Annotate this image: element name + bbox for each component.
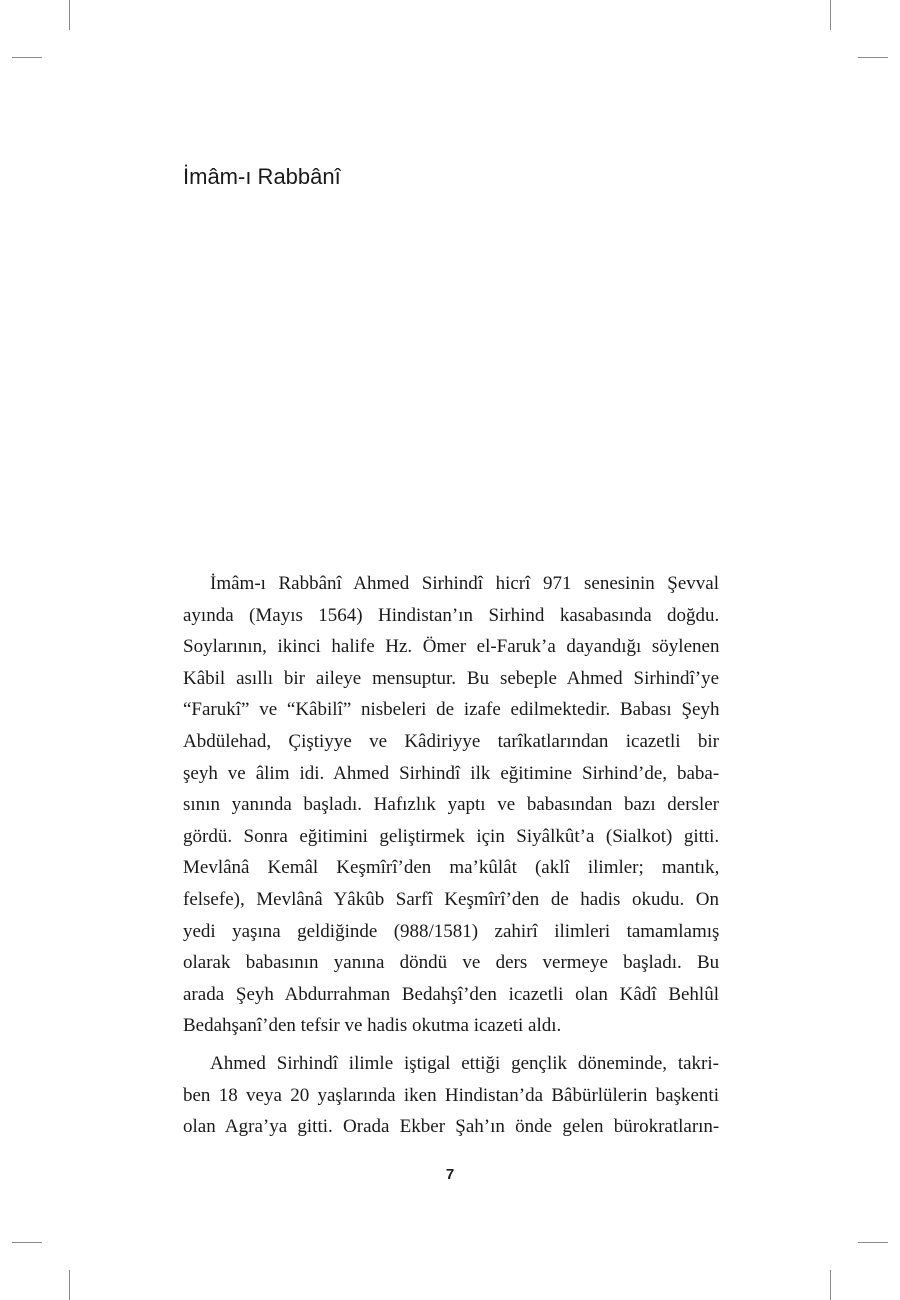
text-line: olan Agra’ya gitti. Orada Ekber Şah’ın önde gelen bürokratların- [183, 1116, 720, 1138]
text-line: Soylarının, ikinci halife Hz. Ömer el-Faruk’a dayandığı söylenen [183, 636, 720, 658]
text-line: yedi yaşına geldiğinde (988/1581) zahirî ilimleri tamamlamış [183, 920, 720, 942]
text-line: gördü. Sonra eğitimini geliştirmek için Siyâlkût’a (Sialkot) gitti. [183, 825, 720, 847]
chapter-title: İmâm-ı Rabbânî [183, 164, 341, 189]
page-number: 7 [445, 1166, 455, 1183]
crop-mark-left-bottom [12, 1242, 42, 1243]
paragraph-2 [183, 1048, 719, 1143]
text-line: Bedahşanî’den tefsir ve hadis okutma icazeti aldı. [183, 1015, 562, 1037]
text-line: ben 18 veya 20 yaşlarında iken Hindistan’da Bâbürlülerin başkenti [183, 1084, 719, 1106]
crop-mark-right-top [858, 57, 888, 58]
crop-mark-right-bottom [858, 1242, 888, 1243]
text-line: arada Şeyh Abdurrahman Bedahşî’den icazetli olan Kâdî Behlûl [183, 983, 719, 1005]
text-line: Abdülehad, Çiştiyye ve Kâdiriyye tarîkatlarından icazetli bir [183, 730, 719, 752]
text-line: Mevlânâ Kemâl Keşmîrî’den ma’kûlât (aklî ilimler; mantık, [183, 857, 720, 879]
text-line: Ahmed Sirhindî ilimle iştigal ettiği gençlik döneminde, takri- [210, 1052, 719, 1074]
crop-mark-bottom-left [69, 1270, 70, 1300]
paragraph-1 [183, 568, 719, 1042]
text-line: felsefe), Mevlânâ Yâkûb Sarfî Keşmîrî’den de hadis okudu. On [183, 888, 719, 910]
text-line: şeyh ve âlim idi. Ahmed Sirhindî ilk eğitimine Sirhind’de, baba- [183, 762, 720, 784]
text-line: “Farukî” ve “Kâbilî” nisbeleri de izafe edilmektedir. Babası Şeyh [183, 699, 720, 721]
crop-mark-left-top [12, 57, 42, 58]
body-text [183, 568, 719, 1143]
crop-mark-top-right [830, 0, 831, 30]
text-line: sının yanında başladı. Hafızlık yaptı ve babasından bazı dersler [183, 794, 719, 816]
text-line: ayında (Mayıs 1564) Hindistan’ın Sirhind kasabasında doğdu. [183, 604, 720, 626]
crop-mark-bottom-right [830, 1270, 831, 1300]
text-line: İmâm-ı Rabbânî Ahmed Sirhindî hicrî 971 senesinin Şevval [210, 573, 719, 594]
crop-mark-top-left [69, 0, 70, 30]
text-line: Kâbil asıllı bir aileye mensuptur. Bu sebeple Ahmed Sirhindî’ye [183, 667, 720, 689]
text-line: olarak babasının yanına döndü ve ders vermeye başladı. Bu [183, 952, 720, 974]
